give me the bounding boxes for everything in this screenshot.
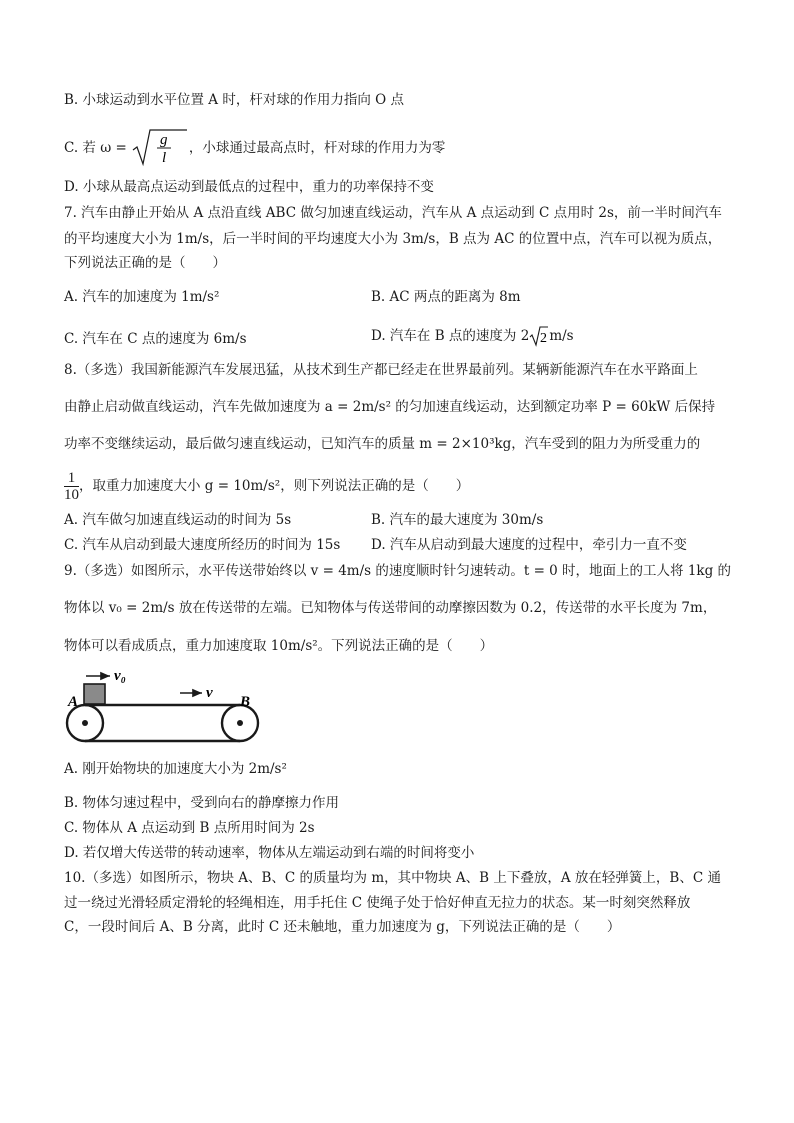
q9-option-d: D. 若仅增大传送带的转动速率，物体从左端运动到右端的时间将变小 bbox=[64, 845, 475, 861]
q6-option-c-prefix: C. 若 ω = bbox=[64, 140, 127, 156]
q8-stem-line-4 bbox=[64, 466, 469, 506]
block-object bbox=[84, 684, 105, 704]
right-pulley-axle bbox=[237, 720, 243, 726]
q7-stem-line-2: 的平均速度大小为 1m/s，后一半时间的平均速度大小为 3m/s，B 点为 AC 的位置中点，汽车可以视为质点， bbox=[64, 231, 722, 247]
q6-fraction-num: g bbox=[159, 132, 168, 148]
q8-stem-line-4-text: ，取重力加速度大小 g = 10m/s²，则下列说法正确的是（ ） bbox=[79, 478, 470, 494]
q7-root-value: 2 bbox=[540, 331, 548, 346]
q7-option-a: A. 汽车的加速度为 1m/s² bbox=[64, 289, 220, 305]
q10-stem-line-3: C，一段时间后 A、B 分离，此时 C 还未触地，重力加速度为 g，下列说法正确的是（ ） bbox=[64, 919, 621, 935]
belt-outline bbox=[67, 705, 258, 741]
q7-option-d bbox=[371, 325, 574, 347]
q8-stem-line-2: 由静止启动做直线运动，汽车先做加速度为 a = 2m/s² 的匀加速直线运动，达到额定功率 P = 60kW 后保持 bbox=[64, 399, 716, 415]
q8-fraction bbox=[64, 470, 79, 503]
q6-fraction-den: l bbox=[161, 150, 167, 166]
label-point-a: A bbox=[68, 694, 79, 710]
left-pulley-axle bbox=[82, 720, 88, 726]
label-point-b: B bbox=[240, 694, 251, 710]
q8-option-d: D. 汽车从启动到最大速度的过程中，牵引力一直不变 bbox=[371, 537, 687, 553]
conveyor-belt-figure bbox=[64, 666, 264, 748]
q9-stem-line-2: 物体以 v₀ = 2m/s 放在传送带的左端。已知物体与传送带间的动摩擦因数为 0.2，传送带的水平长度为 7m， bbox=[64, 600, 717, 616]
q9-option-c: C. 物体从 A 点运动到 B 点所用时间为 2s bbox=[64, 820, 315, 836]
q8-fraction-num: 1 bbox=[64, 470, 79, 487]
sqrt-sign-icon bbox=[529, 325, 549, 347]
q9-stem-line-3: 物体可以看成质点，重力加速度取 10m/s²。下列说法正确的是（ ） bbox=[64, 638, 494, 654]
sqrt-sign-icon bbox=[131, 128, 189, 168]
q9-option-b: B. 物体匀速过程中，受到向右的静摩擦力作用 bbox=[64, 795, 340, 811]
q6-option-b: B. 小球运动到水平位置 A 时，杆对球的作用力指向 O 点 bbox=[64, 92, 404, 108]
q6-option-d: D. 小球从最高点运动到最低点的过程中，重力的功率保持不变 bbox=[64, 179, 434, 195]
q8-option-b: B. 汽车的最大速度为 30m/s bbox=[371, 512, 544, 528]
q9-stem-line-1: 9.（多选）如图所示，水平传送带始终以 v = 4m/s 的速度顺时针匀速转动。t = 0 时，地面上的工人将 1kg 的 bbox=[64, 563, 732, 579]
q8-fraction-den: 10 bbox=[64, 486, 79, 503]
q10-stem-line-2: 过一绕过光滑轻质定滑轮的轻绳相连，用手托住 C 使绳子处于恰好伸直无拉力的状态。某一时刻突然释放 bbox=[64, 895, 691, 911]
q8-stem-line-1: 8.（多选）我国新能源汽车发展迅猛，从技术到生产都已经走在世界最前列。某辆新能源汽车在水平路面上 bbox=[64, 362, 698, 378]
q7-option-d-prefix: D. 汽车在 B 点的速度为 2 bbox=[371, 328, 530, 344]
q8-option-a: A. 汽车做匀加速直线运动的时间为 5s bbox=[64, 512, 292, 528]
q6-option-c bbox=[64, 132, 446, 166]
label-v: v bbox=[206, 685, 213, 701]
q6-option-c-suffix: ，小球通过最高点时，杆对球的作用力为零 bbox=[188, 140, 446, 156]
q7-stem-line-1: 7. 汽车由静止开始从 A 点沿直线 ABC 做匀加速直线运动，汽车从 A 点运动到 C 点用时 2s，前一半时间汽车 bbox=[64, 205, 722, 221]
q7-option-b: B. AC 两点的距离为 8m bbox=[371, 289, 521, 305]
q7-option-c: C. 汽车在 C 点的速度为 6m/s bbox=[64, 331, 247, 347]
label-v0: v₀ bbox=[114, 668, 126, 684]
q8-stem-line-3: 功率不变继续运动，最后做匀速直线运动，已知汽车的质量 m = 2×10³kg，汽车受到的阻力为所受重力的 bbox=[64, 436, 701, 452]
q9-option-a: A. 刚开始物块的加速度大小为 2m/s² bbox=[64, 761, 287, 777]
q7-option-d-suffix: m/s bbox=[549, 328, 574, 344]
q8-option-c: C. 汽车从启动到最大速度所经历的时间为 15s bbox=[64, 537, 341, 553]
q10-stem-line-1: 10.（多选）如图所示，物块 A、B、C 的质量均为 m，其中物块 A、B 上下叠放，A 放在轻弹簧上，B、C 通 bbox=[64, 870, 721, 886]
q7-stem-line-3: 下列说法正确的是（ ） bbox=[64, 255, 226, 271]
